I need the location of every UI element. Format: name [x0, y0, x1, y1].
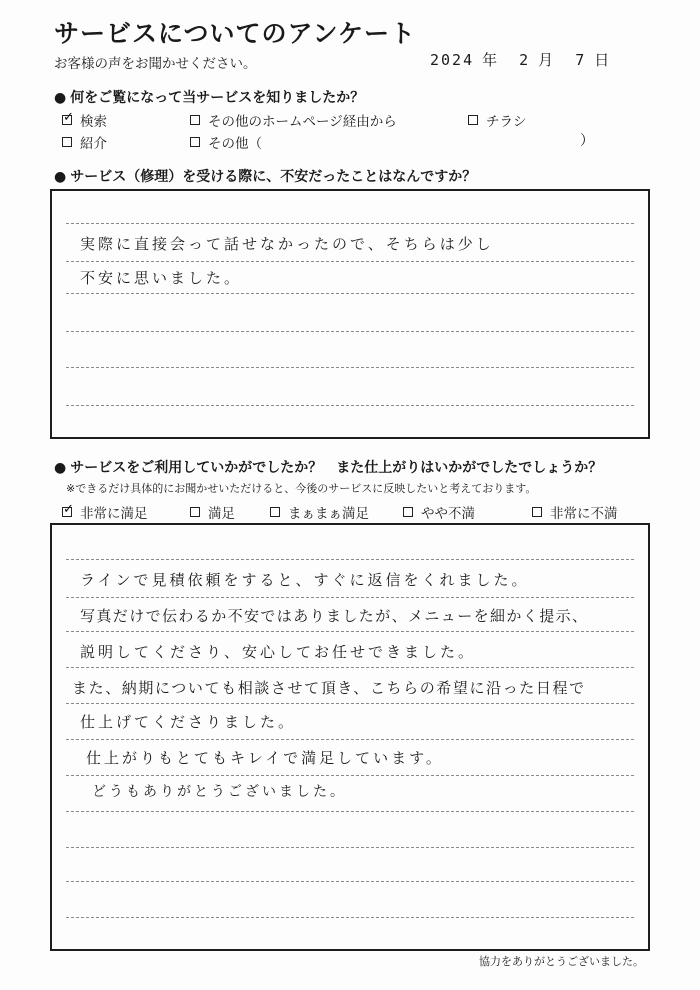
- bullet-icon: ●: [54, 169, 67, 185]
- checkbox-icon[interactable]: [62, 502, 74, 517]
- q3-option-fairly-satisfied[interactable]: [270, 502, 369, 522]
- date-month: 2: [519, 51, 531, 69]
- option-label: 紹介: [80, 136, 107, 152]
- checkbox-icon[interactable]: [190, 507, 200, 517]
- q1-option-other-homepage[interactable]: [190, 110, 397, 130]
- ruled-line: [66, 367, 634, 368]
- check-mark-icon: ✓: [63, 502, 74, 517]
- handwritten-line: 仕上げてくださりました。: [80, 713, 297, 731]
- checkbox-icon[interactable]: [532, 507, 542, 517]
- page-subtitle: お客様の声をお聞かせください。: [54, 56, 257, 72]
- check-mark-icon: ✓: [63, 110, 74, 125]
- ruled-line: [66, 739, 634, 740]
- ruled-line: [66, 405, 634, 406]
- checkbox-icon[interactable]: [403, 507, 413, 517]
- q1-option-other[interactable]: [190, 132, 262, 152]
- date-field: [430, 49, 609, 70]
- option-label: 非常に満足: [80, 506, 148, 522]
- ruled-line: [66, 223, 634, 224]
- question-2-text: サービス（修理）を受ける際に、不安だったことはなんですか？: [70, 169, 477, 185]
- date-month-unit: 月: [538, 51, 554, 69]
- q3-option-very-satisfied[interactable]: [62, 502, 148, 522]
- option-label: 満足: [208, 506, 235, 522]
- handwritten-line: 仕上がりもとてもキレイで満足しています。: [86, 749, 444, 767]
- checkbox-icon[interactable]: [62, 110, 74, 125]
- q3-option-somewhat-dissatisfied[interactable]: [403, 502, 475, 522]
- page-title: サービスについてのアンケート: [54, 19, 417, 48]
- ruled-line: [66, 631, 634, 632]
- bullet-icon: ●: [54, 460, 67, 476]
- handwritten-line: また、納期についても相談させて頂き、こちらの希望に沿った日程で: [72, 679, 586, 697]
- handwritten-line: 実際に直接会って話せなかったので、そちらは少し: [80, 235, 494, 253]
- date-year-unit: 年: [482, 51, 498, 69]
- q2-answer-box[interactable]: [50, 189, 650, 439]
- ruled-line: [66, 293, 634, 294]
- handwritten-line: 説明してくださり、安心してお任せできました。: [80, 643, 477, 661]
- question-3-text: サービスをご利用していかがでしたか？ また仕上がりはいかがでしたでしょうか？: [70, 460, 603, 476]
- ruled-line: [66, 881, 634, 882]
- question-1-text: 何をご覧になって当サービスを知りましたか？: [70, 90, 365, 106]
- option-label: その他のホームページ経由から: [208, 114, 397, 130]
- handwritten-line: ラインで見積依頼をすると、すぐに返信をくれました。: [80, 571, 530, 589]
- ruled-line: [66, 775, 634, 776]
- bullet-icon: ●: [54, 90, 67, 106]
- date-day: 7: [575, 51, 587, 69]
- option-label: 検索: [80, 114, 107, 130]
- option-label: 非常に不満: [550, 506, 618, 522]
- option-label: その他（: [208, 136, 262, 152]
- q3-answer-box[interactable]: [50, 523, 650, 951]
- ruled-line: [66, 667, 634, 668]
- ruled-line: [66, 917, 634, 918]
- q3-option-very-dissatisfied[interactable]: [532, 502, 618, 522]
- q1-option-flyer[interactable]: [468, 110, 527, 130]
- option-label: チラシ: [486, 114, 527, 130]
- checkbox-icon[interactable]: [468, 115, 478, 125]
- question-3: [54, 457, 602, 477]
- handwritten-line: 不安に思いました。: [80, 269, 243, 287]
- option-label: やや不満: [421, 506, 475, 522]
- ruled-line: [66, 597, 634, 598]
- date-year: 2024: [430, 51, 475, 69]
- checkbox-icon[interactable]: [190, 137, 200, 147]
- handwritten-line: どうもありがとうございました。: [92, 784, 347, 800]
- ruled-line: [66, 559, 634, 560]
- question-3-note: ※できるだけ具体的にお聞かせいただけると、今後のサービスに反映したいと考えております。: [66, 482, 537, 495]
- handwritten-line: 写真だけで伝わるか不安ではありましたが、メニューを細かく提示、: [80, 607, 589, 625]
- q1-option-referral[interactable]: [62, 132, 107, 152]
- checkbox-icon[interactable]: [62, 137, 72, 147]
- other-paren-close: ）: [580, 133, 594, 149]
- ruled-line: [66, 703, 634, 704]
- ruled-line: [66, 261, 634, 262]
- ruled-line: [66, 331, 634, 332]
- question-2: [54, 166, 476, 186]
- checkbox-icon[interactable]: [270, 507, 280, 517]
- option-label: まぁまぁ満足: [288, 506, 369, 522]
- question-1: [54, 87, 364, 107]
- ruled-line: [66, 847, 634, 848]
- q1-option-search[interactable]: [62, 110, 107, 130]
- ruled-line: [66, 811, 634, 812]
- q3-option-satisfied[interactable]: [190, 502, 235, 522]
- footer-thanks: 協力をありがとうございました。: [479, 955, 644, 968]
- checkbox-icon[interactable]: [190, 115, 200, 125]
- date-day-unit: 日: [594, 51, 610, 69]
